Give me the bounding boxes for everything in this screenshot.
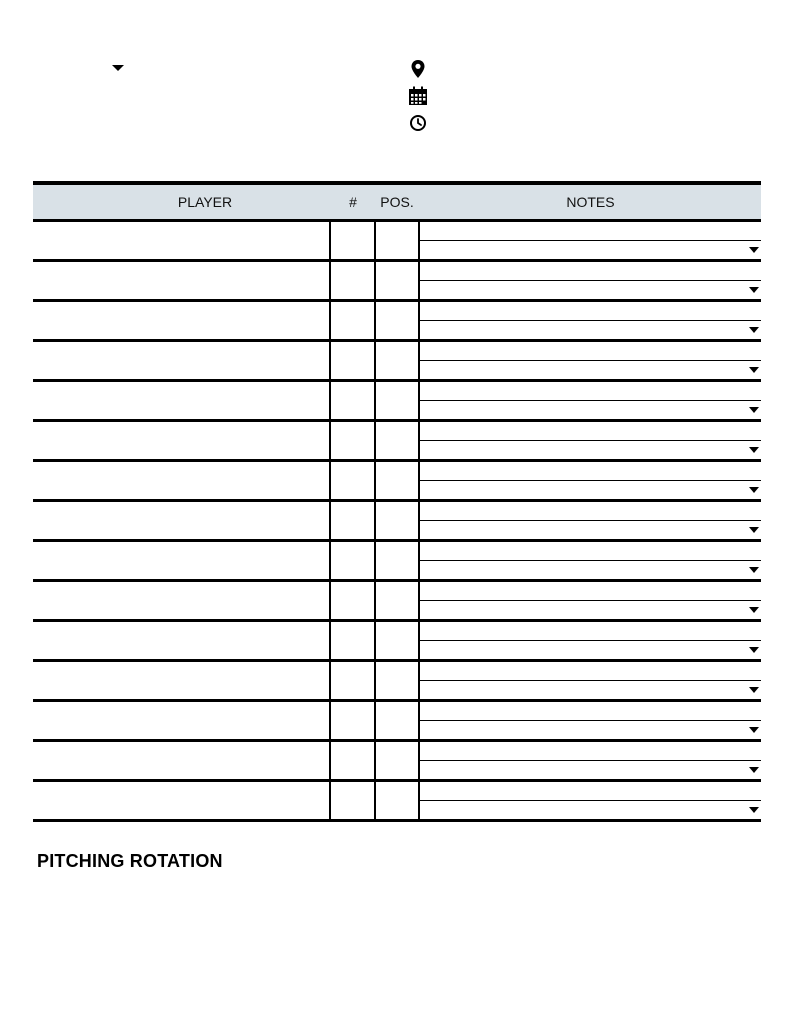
player-position-field[interactable]: [376, 622, 418, 659]
notes-dropdown-caret-icon[interactable]: [749, 287, 759, 293]
player-number-field[interactable]: [331, 582, 374, 619]
player-position-field[interactable]: [376, 302, 418, 339]
notes-field[interactable]: [420, 382, 761, 419]
player-number-field[interactable]: [331, 422, 374, 459]
notes-divider: [420, 760, 761, 761]
notes-dropdown-caret-icon[interactable]: [749, 487, 759, 493]
notes-dropdown-caret-icon[interactable]: [749, 447, 759, 453]
notes-field[interactable]: [420, 622, 761, 659]
notes-field[interactable]: [420, 702, 761, 739]
player-name-field[interactable]: [33, 342, 329, 379]
notes-dropdown-caret-icon[interactable]: [749, 807, 759, 813]
roster-row: [33, 502, 761, 542]
player-position-field[interactable]: [376, 502, 418, 539]
notes-column-header: NOTES: [566, 194, 615, 210]
notes-divider: [420, 360, 761, 361]
notes-dropdown-caret-icon[interactable]: [749, 247, 759, 253]
roster-row: [33, 742, 761, 782]
roster-row: [33, 662, 761, 702]
player-name-field[interactable]: [33, 222, 329, 259]
roster-row: [33, 582, 761, 622]
player-position-field[interactable]: [376, 422, 418, 459]
roster-row: [33, 622, 761, 662]
notes-field[interactable]: [420, 782, 761, 819]
notes-field[interactable]: [420, 422, 761, 459]
roster-row: [33, 222, 761, 262]
clock-icon: [407, 112, 429, 134]
player-number-field[interactable]: [331, 502, 374, 539]
notes-dropdown-caret-icon[interactable]: [749, 767, 759, 773]
player-name-field[interactable]: [33, 422, 329, 459]
player-name-field[interactable]: [33, 302, 329, 339]
notes-divider: [420, 800, 761, 801]
notes-field[interactable]: [420, 542, 761, 579]
player-number-field[interactable]: [331, 662, 374, 699]
notes-dropdown-caret-icon[interactable]: [749, 647, 759, 653]
player-position-field[interactable]: [376, 582, 418, 619]
pitching-rotation-title: PITCHING ROTATION: [37, 851, 223, 871]
player-position-field[interactable]: [376, 702, 418, 739]
roster-row: [33, 702, 761, 742]
player-position-field[interactable]: [376, 542, 418, 579]
player-position-field[interactable]: [376, 222, 418, 259]
position-column-header: POS.: [380, 194, 414, 210]
player-number-field[interactable]: [331, 342, 374, 379]
roster-row: [33, 542, 761, 582]
player-name-field[interactable]: [33, 582, 329, 619]
player-position-field[interactable]: [376, 462, 418, 499]
notes-divider: [420, 280, 761, 281]
notes-field[interactable]: [420, 462, 761, 499]
player-number-field[interactable]: [331, 302, 374, 339]
notes-field[interactable]: [420, 342, 761, 379]
notes-dropdown-caret-icon[interactable]: [749, 687, 759, 693]
notes-field[interactable]: [420, 262, 761, 299]
player-number-field[interactable]: [331, 702, 374, 739]
player-name-field[interactable]: [33, 702, 329, 739]
player-name-field[interactable]: [33, 462, 329, 499]
notes-divider: [420, 560, 761, 561]
notes-divider: [420, 400, 761, 401]
player-number-field[interactable]: [331, 782, 374, 819]
player-name-field[interactable]: [33, 502, 329, 539]
roster-row: [33, 342, 761, 382]
notes-divider: [420, 520, 761, 521]
notes-dropdown-caret-icon[interactable]: [749, 567, 759, 573]
player-name-field[interactable]: [33, 382, 329, 419]
team-dropdown-caret-icon[interactable]: [112, 65, 124, 71]
player-number-field[interactable]: [331, 382, 374, 419]
notes-dropdown-caret-icon[interactable]: [749, 727, 759, 733]
player-position-field[interactable]: [376, 782, 418, 819]
player-name-field[interactable]: [33, 782, 329, 819]
roster-row: [33, 782, 761, 822]
roster-header-row: [33, 181, 761, 222]
player-number-field[interactable]: [331, 542, 374, 579]
player-position-field[interactable]: [376, 382, 418, 419]
location-pin-icon: [407, 58, 429, 80]
notes-field[interactable]: [420, 302, 761, 339]
notes-divider: [420, 600, 761, 601]
roster-row: [33, 262, 761, 302]
player-name-field[interactable]: [33, 662, 329, 699]
player-position-field[interactable]: [376, 662, 418, 699]
roster-row: [33, 462, 761, 502]
notes-field[interactable]: [420, 662, 761, 699]
notes-dropdown-caret-icon[interactable]: [749, 367, 759, 373]
roster-rows: [33, 222, 761, 822]
player-name-field[interactable]: [33, 742, 329, 779]
notes-field[interactable]: [420, 502, 761, 539]
number-column-header: #: [349, 194, 357, 210]
player-name-field[interactable]: [33, 542, 329, 579]
notes-field[interactable]: [420, 582, 761, 619]
notes-divider: [420, 320, 761, 321]
player-number-field[interactable]: [331, 222, 374, 259]
notes-dropdown-caret-icon[interactable]: [749, 607, 759, 613]
calendar-icon: [407, 85, 429, 107]
notes-divider: [420, 480, 761, 481]
roster-row: [33, 382, 761, 422]
player-number-field[interactable]: [331, 742, 374, 779]
player-number-field[interactable]: [331, 262, 374, 299]
notes-field[interactable]: [420, 222, 761, 259]
notes-dropdown-caret-icon[interactable]: [749, 527, 759, 533]
player-position-field[interactable]: [376, 262, 418, 299]
player-number-field[interactable]: [331, 622, 374, 659]
player-column-header: PLAYER: [177, 194, 233, 210]
notes-divider: [420, 640, 761, 641]
roster-row: [33, 422, 761, 462]
roster-row: [33, 302, 761, 342]
player-name-field[interactable]: [33, 622, 329, 659]
notes-dropdown-caret-icon[interactable]: [749, 327, 759, 333]
notes-divider: [420, 440, 761, 441]
player-position-field[interactable]: [376, 342, 418, 379]
roster-table: [33, 181, 761, 822]
player-position-field[interactable]: [376, 742, 418, 779]
notes-dropdown-caret-icon[interactable]: [749, 407, 759, 413]
notes-divider: [420, 720, 761, 721]
player-name-field[interactable]: [33, 262, 329, 299]
notes-field[interactable]: [420, 742, 761, 779]
notes-divider: [420, 680, 761, 681]
notes-divider: [420, 240, 761, 241]
player-number-field[interactable]: [331, 462, 374, 499]
